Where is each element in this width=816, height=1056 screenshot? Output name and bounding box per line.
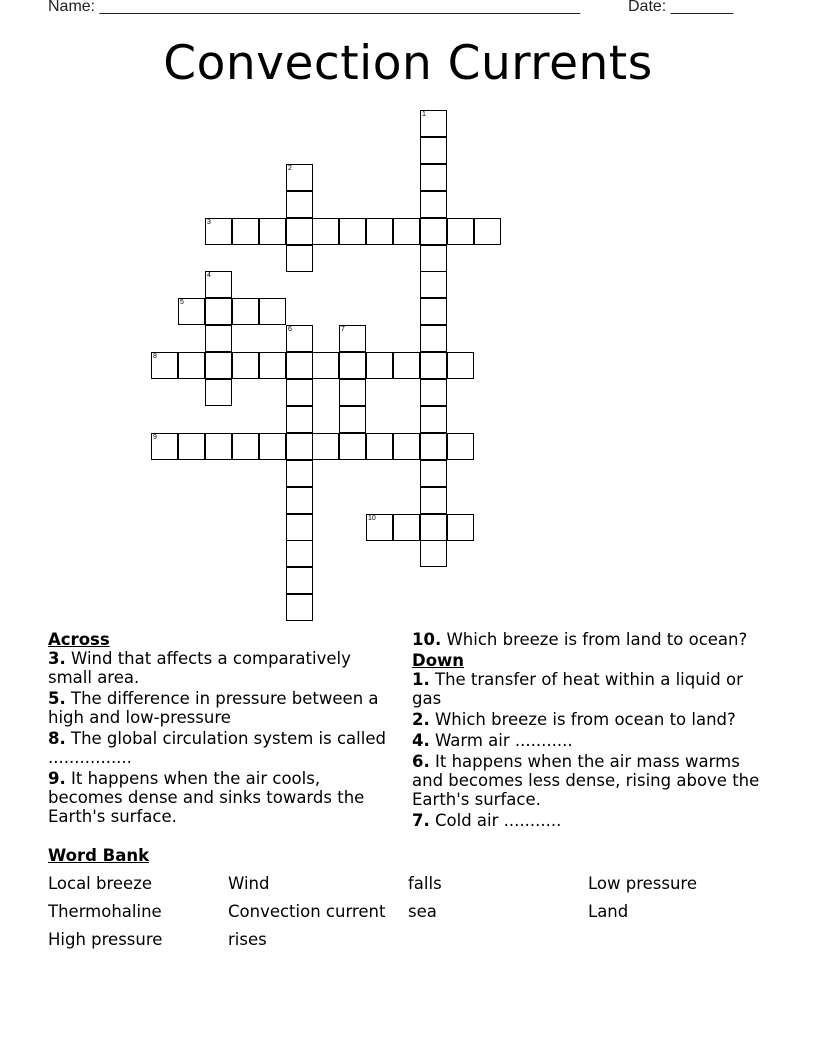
cell-number: 10 xyxy=(368,515,376,522)
crossword-cell[interactable] xyxy=(339,379,366,406)
crossword-cell[interactable] xyxy=(420,379,447,406)
crossword-cell[interactable] xyxy=(420,298,447,325)
crossword-cell[interactable] xyxy=(420,218,447,245)
clue-down-2 xyxy=(412,710,772,729)
word-bank-item: sea xyxy=(408,902,437,921)
crossword-cell[interactable] xyxy=(286,218,313,245)
clue-text: It happens when the air cools, becomes dense and sinks towards the Earth's surface. xyxy=(48,769,365,826)
crossword-cell[interactable] xyxy=(286,245,313,272)
crossword-cell[interactable] xyxy=(339,433,366,460)
crossword-cell[interactable] xyxy=(286,594,313,621)
clue-number: 3. xyxy=(48,649,66,668)
word-bank-item: Thermohaline xyxy=(48,902,162,921)
crossword-cell[interactable] xyxy=(232,352,259,379)
crossword-cell[interactable] xyxy=(366,352,393,379)
crossword-cell[interactable] xyxy=(286,379,313,406)
word-bank-title: Word Bank xyxy=(48,846,150,865)
crossword-cell[interactable] xyxy=(393,352,420,379)
crossword-cell[interactable] xyxy=(178,298,205,325)
cell-number: 1 xyxy=(422,111,426,118)
clue-text: It happens when the air mass warms and becomes less dense, rising above the Earth's surface. xyxy=(412,752,760,809)
crossword-cell[interactable] xyxy=(366,514,393,541)
crossword-cell[interactable] xyxy=(205,352,232,379)
word-bank-item: Low pressure xyxy=(588,874,698,893)
crossword-cell[interactable] xyxy=(420,137,447,164)
crossword-cell[interactable] xyxy=(339,325,366,352)
word-bank-item: High pressure xyxy=(48,930,163,949)
clue-across-10 xyxy=(412,630,772,649)
crossword-cell[interactable] xyxy=(420,540,447,567)
clue-number: 2. xyxy=(412,710,430,729)
crossword-cell[interactable] xyxy=(286,164,313,191)
crossword-cell[interactable] xyxy=(178,352,205,379)
crossword-cell[interactable] xyxy=(447,514,474,541)
clue-number: 4. xyxy=(412,731,430,750)
crossword-cell[interactable] xyxy=(151,433,178,460)
crossword-cell[interactable] xyxy=(420,406,447,433)
crossword-cell[interactable] xyxy=(259,298,286,325)
crossword-cell[interactable] xyxy=(447,218,474,245)
clues-right-column xyxy=(412,630,772,832)
page-title: Convection Currents xyxy=(163,36,653,91)
crossword-cell[interactable] xyxy=(205,271,232,298)
crossword-cell[interactable] xyxy=(178,433,205,460)
clue-text: Which breeze is from land to ocean? xyxy=(441,630,748,649)
crossword-cell[interactable] xyxy=(447,352,474,379)
clue-across-8 xyxy=(48,729,393,767)
clue-down-6 xyxy=(412,752,772,809)
crossword-cell[interactable] xyxy=(286,487,313,514)
crossword-cell[interactable] xyxy=(312,218,339,245)
crossword-cell[interactable] xyxy=(420,433,447,460)
word-bank-item: Convection current xyxy=(228,902,386,921)
clue-text: The difference in pressure between a high and low-pressure xyxy=(48,689,379,727)
crossword-cell[interactable] xyxy=(286,325,313,352)
crossword-cell[interactable] xyxy=(420,164,447,191)
crossword-cell[interactable] xyxy=(420,271,447,298)
crossword-cell[interactable] xyxy=(366,218,393,245)
crossword-cell[interactable] xyxy=(259,218,286,245)
crossword-cell[interactable] xyxy=(286,433,313,460)
crossword-cell[interactable] xyxy=(232,218,259,245)
crossword-cell[interactable] xyxy=(205,298,232,325)
crossword-cell[interactable] xyxy=(205,379,232,406)
crossword-cell[interactable] xyxy=(420,352,447,379)
clue-text: The transfer of heat within a liquid or gas xyxy=(412,670,743,708)
crossword-cell[interactable] xyxy=(339,406,366,433)
clue-down-7 xyxy=(412,811,772,830)
cell-number: 3 xyxy=(207,219,211,226)
clue-number: 7. xyxy=(412,811,430,830)
word-bank-item: rises xyxy=(228,930,267,949)
cell-number: 2 xyxy=(288,165,292,172)
clue-down-4 xyxy=(412,731,772,750)
crossword-cell[interactable] xyxy=(420,245,447,272)
crossword-cell[interactable] xyxy=(286,352,313,379)
cell-number: 7 xyxy=(341,326,345,333)
crossword-cell[interactable] xyxy=(420,325,447,352)
clue-down-1 xyxy=(412,670,772,708)
across-heading: Across xyxy=(48,630,110,649)
crossword-cell[interactable] xyxy=(286,540,313,567)
crossword-cell[interactable] xyxy=(420,487,447,514)
crossword-cell[interactable] xyxy=(420,514,447,541)
clue-text: Wind that affects a comparatively small area. xyxy=(48,649,351,687)
crossword-cell[interactable] xyxy=(366,433,393,460)
crossword-cell[interactable] xyxy=(339,218,366,245)
clue-text: The global circulation system is called ................ xyxy=(48,729,386,767)
clue-number: 9. xyxy=(48,769,66,788)
crossword-cell[interactable] xyxy=(447,433,474,460)
clue-text: Warm air ........... xyxy=(429,731,573,750)
crossword-cell[interactable] xyxy=(393,514,420,541)
crossword-cell[interactable] xyxy=(205,433,232,460)
crossword-cell[interactable] xyxy=(393,218,420,245)
cell-number: 9 xyxy=(153,434,157,441)
crossword-cell[interactable] xyxy=(393,433,420,460)
crossword-cell[interactable] xyxy=(286,567,313,594)
crossword-cell[interactable] xyxy=(474,218,501,245)
crossword-cell[interactable] xyxy=(151,352,178,379)
clue-number: 8. xyxy=(48,729,66,748)
down-heading: Down xyxy=(412,651,465,670)
crossword-cell[interactable] xyxy=(286,191,313,218)
crossword-cell[interactable] xyxy=(312,433,339,460)
crossword-cell[interactable] xyxy=(420,460,447,487)
clue-number: 6. xyxy=(412,752,430,771)
clue-across-3 xyxy=(48,649,393,687)
word-bank-item: Land xyxy=(588,902,629,921)
crossword-cell[interactable] xyxy=(205,218,232,245)
crossword-cell[interactable] xyxy=(232,298,259,325)
clue-text: Cold air ........... xyxy=(429,811,562,830)
crossword-cell[interactable] xyxy=(205,325,232,352)
clue-across-5 xyxy=(48,689,393,727)
crossword-cell[interactable] xyxy=(420,110,447,137)
clue-number: 1. xyxy=(412,670,430,689)
crossword-cell[interactable] xyxy=(339,352,366,379)
cell-number: 5 xyxy=(180,299,184,306)
cell-number: 4 xyxy=(207,272,211,279)
name-field-label[interactable]: Name: ______________________________________________________ xyxy=(48,0,581,15)
crossword-cell[interactable] xyxy=(420,191,447,218)
header xyxy=(48,0,748,20)
clue-across-9 xyxy=(48,769,393,826)
cell-number: 8 xyxy=(153,353,157,360)
clue-number: 5. xyxy=(48,689,66,708)
crossword-cell[interactable] xyxy=(312,352,339,379)
word-bank-item: Local breeze xyxy=(48,874,153,893)
crossword-cell[interactable] xyxy=(286,460,313,487)
crossword-cell[interactable] xyxy=(259,433,286,460)
crossword-cell[interactable] xyxy=(286,406,313,433)
crossword-cell[interactable] xyxy=(259,352,286,379)
word-bank-item: falls xyxy=(408,874,442,893)
crossword-cell[interactable] xyxy=(232,433,259,460)
clue-number: 10. xyxy=(412,630,442,649)
date-field-label[interactable]: Date: _______ xyxy=(628,0,733,15)
word-bank-item: Wind xyxy=(228,874,270,893)
clue-text: Which breeze is from ocean to land? xyxy=(429,710,736,729)
cell-number: 6 xyxy=(288,326,292,333)
crossword-cell[interactable] xyxy=(286,514,313,541)
clues-left-column xyxy=(48,630,393,828)
